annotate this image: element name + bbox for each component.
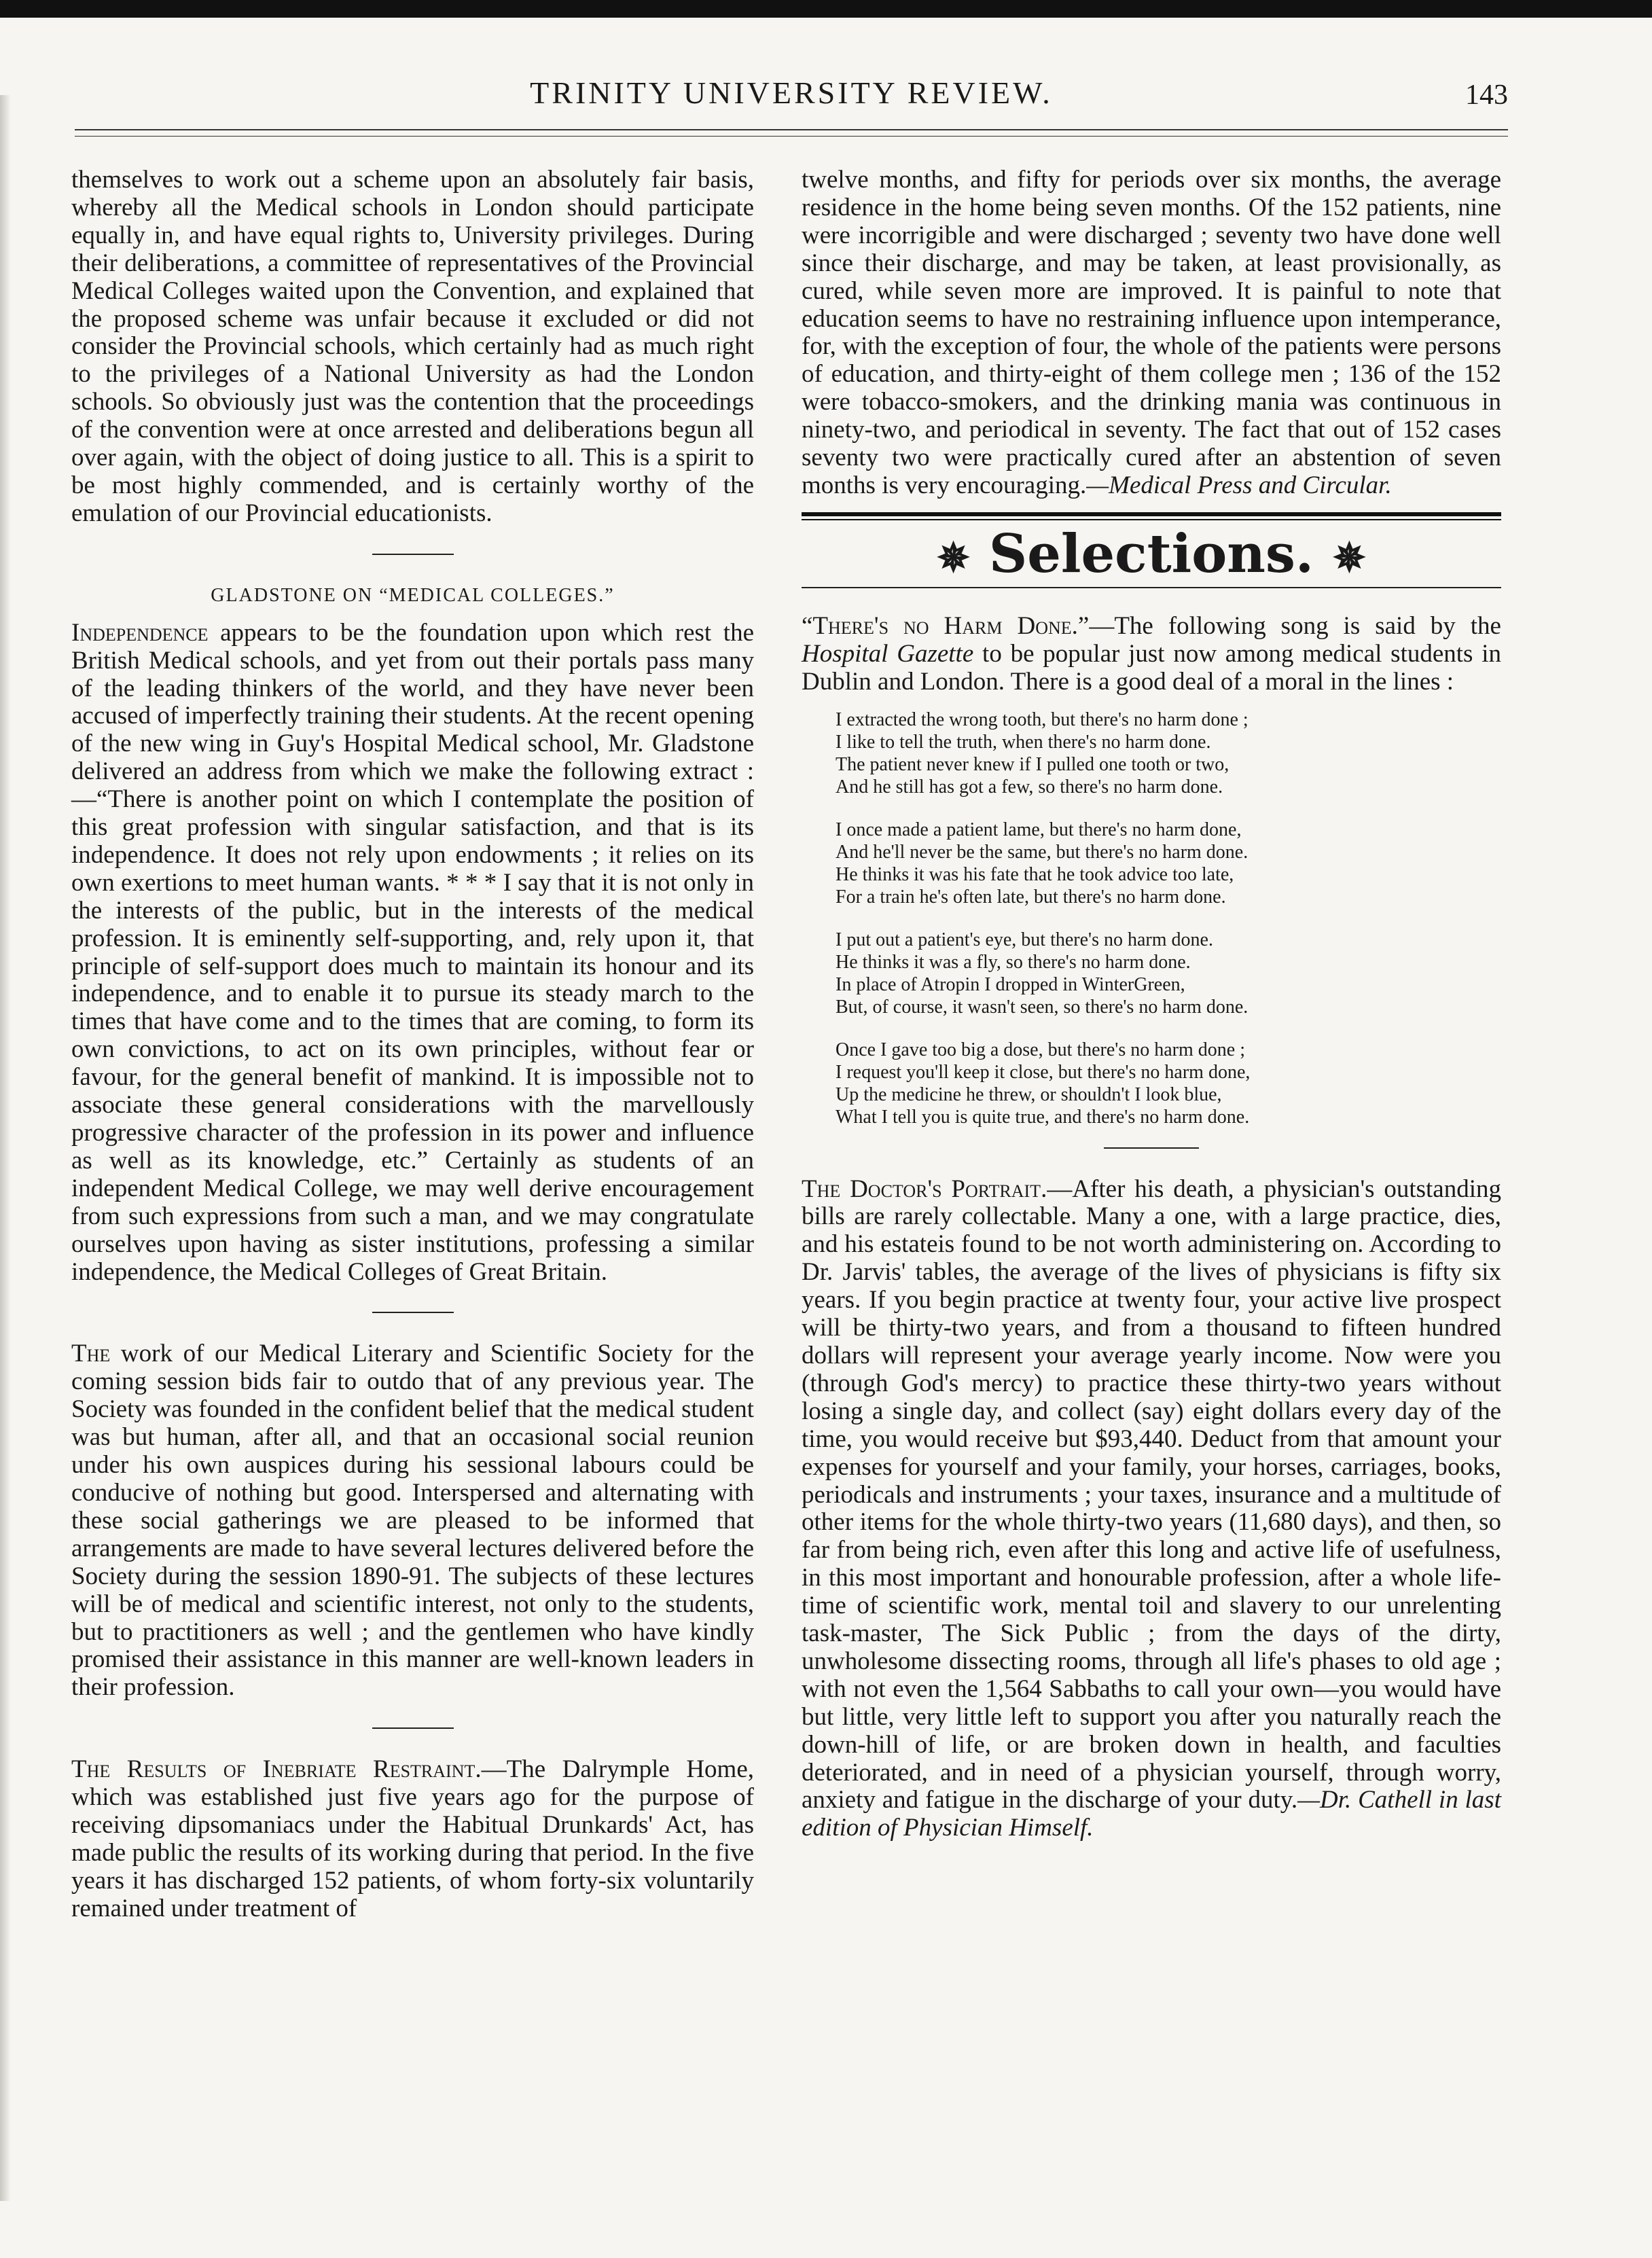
stanza <box>836 929 1501 1018</box>
selections-underline <box>802 587 1501 588</box>
verse-line: I once made a patient lame, but there's no harm done, <box>836 819 1242 840</box>
portrait-lead: The Doctor's Portrait. <box>802 1175 1047 1203</box>
ornament-star-icon: ✵ <box>937 534 970 581</box>
verse-line: The patient never knew if I pulled one tooth or two, <box>836 753 1229 775</box>
song-verse <box>836 709 1501 1128</box>
portrait-source: —Dr. Cathell in last edition of Physician Himself. <box>802 1786 1501 1842</box>
stanza <box>836 709 1501 798</box>
section-divider <box>1104 1147 1199 1149</box>
results-lead: The Results of Inebriate Restraint. <box>71 1755 482 1784</box>
society-body: work of our Medical Literary and Scientific Society for the coming session bids fair to outdo that of any previous year. The Society was founded in the confident belief that the medical student was but human, after all, and that an occasional social reunion under his own auspices during his sessional labours could be conducive of nothing but good. Interspersed and alternating with these social gatherings we are pleased to be informed that arrangements are made to have several lectures delivered before the Society during the session 1890-91. The subjects of these lectures will be of medical and scientific interest, not only to the students, but to practitioners as well ; and the gentlemen who have kindly promised their assistance in this manner are well-known leaders in their profession. <box>71 1340 754 1702</box>
selections-title: Selections. <box>988 522 1314 585</box>
harm-intro-paper: Hospital Gazette <box>802 639 974 668</box>
results-paragraph <box>71 1756 754 1922</box>
harm-intro-text-2: to be popular just now among medical students in Dublin and London. There is a good deal of a moral in the lines : <box>802 639 1501 696</box>
verse-line: And he still has got a few, so there's no harm done. <box>836 776 1223 798</box>
header-rule <box>75 129 1508 130</box>
section-divider <box>372 1727 454 1729</box>
verse-line: But, of course, it wasn't seen, so there's no harm done. <box>836 996 1249 1018</box>
continuation-body: twelve months, and fifty for periods over six months, the average residence in the home being seven months. Of the 152 patients, nine were incorrigible and were discharged ; seventy two have done well since their discharge, and may be taken, at least provisionally, as cured, while seven more are improved. It is painful to note that education seems to have no restraining influence upon intemperance, for, with the exception of four, the whole of the patients were persons of education, and thirty-eight of them college men ; 136 of the 152 were tobacco-smokers, and the drinking mania was continuous in ninety-two, and periodical in seventy. The fact that out of 152 cases seventy two were practically cured after an abstention of seven months is very encouraging. <box>802 166 1501 499</box>
portrait-paragraph <box>802 1176 1501 1843</box>
page-number: 143 <box>1465 79 1508 111</box>
ornament-star-icon: ✵ <box>1333 534 1366 581</box>
section-divider <box>372 1312 454 1313</box>
verse-line: I put out a patient's eye, but there's no harm done. <box>836 929 1213 950</box>
continuation-source: —Medical Press and Circular. <box>1086 471 1392 499</box>
right-column <box>802 166 1501 1842</box>
binding-edge <box>0 95 11 2201</box>
results-body: —The Dalrymple Home, which was established just five years ago for the purpose of receiving dipsomaniacs under the Habitual Drunkards' Act, has made public the results of its working during that period. In the five years it has discharged 152 patients, of whom forty-six voluntarily remained under treatment of <box>71 1755 755 1922</box>
gladstone-heading: GLADSTONE ON “MEDICAL COLLEGES.” <box>211 584 615 606</box>
selections-rule <box>802 512 1501 520</box>
scan-top-edge <box>0 0 1652 18</box>
society-lead: The <box>71 1340 111 1368</box>
selections-heading <box>802 522 1501 585</box>
verse-line: And he'll never be the same, but there's no harm done. <box>836 841 1249 863</box>
gladstone-paragraph <box>71 620 754 1287</box>
verse-line: For a train he's often late, but there's no harm done. <box>836 886 1226 908</box>
gladstone-body: appears to be the foundation upon which rest the British Medical schools, and yet from out their portals pass many of the leading thinkers of the world, and they have never been accused of imperfectly training their students. At the recent opening of the new wing in Guy's Hospital Medical school, Mr. Gladstone delivered an address from which we make the following extract :—“There is another point on which I contemplate the position of this great profession with singular satisfaction, and that is its independence. It does not rely upon endowments ; it relies on its own exertions to meet human wants. * * * I say that it is not only in the interests of the public, but in the interests of the medical profession. It is eminently self-supporting, and, rely upon it, that principle of self-support does much to maintain its honour and its independence, and to enable it to pursue its steady march to the times that have come and to the times that are coming, to form its own convictions, to act on its own principles, without fear or favour, for the general benefit of mankind. It is impossible not to associate these general considerations with the marvellously progressive character of the profession in its power and influence as well as its knowledge, etc.” Certainly as students of an independent Medical College, we may well derive encouragement from such expressions from such a man, and we may congratulate ourselves upon having as sister institutions, professing a similar independence, the Medical Colleges of Great Britain. <box>71 618 754 1286</box>
verse-line: He thinks it was a fly, so there's no harm done. <box>836 951 1191 973</box>
verse-line: He thinks it was his fate that he took advice too late, <box>836 863 1234 885</box>
verse-line: What I tell you is quite true, and there's no harm done. <box>836 1106 1250 1128</box>
page-header <box>75 75 1508 122</box>
society-paragraph <box>71 1340 754 1702</box>
harm-intro <box>802 613 1501 696</box>
harm-intro-text-1: —The following song is said by the <box>1089 611 1501 640</box>
header-rule-thin <box>75 136 1508 137</box>
stanza <box>836 819 1501 908</box>
journal-title: TRINITY UNIVERSITY REVIEW. <box>530 75 1053 110</box>
verse-line: I request you'll keep it close, but there's no harm done, <box>836 1061 1251 1083</box>
results-continuation <box>802 166 1501 500</box>
verse-line: I extracted the wrong tooth, but there's no harm done ; <box>836 709 1249 730</box>
verse-line: I like to tell the truth, when there's no harm done. <box>836 731 1211 753</box>
gladstone-lead: Independence <box>71 618 209 647</box>
harm-lead: “There's no Harm Done.” <box>802 611 1090 640</box>
verse-line: Once I gave too big a dose, but there's no harm done ; <box>836 1039 1245 1060</box>
left-column <box>71 166 754 1923</box>
convention-paragraph: themselves to work out a scheme upon an absolutely fair basis, whereby all the Medical schools in London should participate equally in, and have equal rights to, University privileges. During their deliberations, a committee of representatives of the Provincial Medical Colleges waited upon the Convention, and explained that the proposed scheme was unfair because it excluded or did not consider the Provincial schools, which certainly had as much right to the privileges of a National University as had the London schools. So obviously just was the contention that the proceedings of the convention were at once arrested and deliberations begun all over again, with the object of doing justice to all. This is a spirit to be most highly commended, and is certainly worthy of the emulation of our Provincial educationists. <box>71 166 754 527</box>
verse-line: In place of Atropin I dropped in WinterGreen, <box>836 973 1185 995</box>
section-divider <box>372 554 454 555</box>
stanza <box>836 1039 1501 1128</box>
verse-line: Up the medicine he threw, or shouldn't I look blue, <box>836 1083 1222 1105</box>
portrait-body: —After his death, a physician's outstanding bills are rarely collectable. Many a one, with a large practice, dies, and his estateis found to be not worth administering on. According to Dr. Jarvis' tables, the average of the lives of physicians is fifty six years. If you begin practice at twenty four, your active live prospect will be thirty-two years, and from a thousand to fifteen hundred dollars will represent your average yearly income. Now were you (through God's mercy) to practice these thirty-two years without losing a single day, and collect (say) eight dollars every day of the time, you would receive but $93,440. Deduct from that amount your expenses for yourself and your family, your horses, carriages, books, periodicals and instruments ; your taxes, insurance and a multitude of other items for the whole thirty-two years (11,680 days), and then, so far from being rich, even after this long and active life of usefulness, in this most important and honourable profession, after a whole life-time of scientific work, mental toil and slavery to our unrelenting task-master, The Sick Public ; from the days of the dirty, unwholesome dissecting rooms, through all life's phases to old age ; with not even the 1,564 Sabbaths to call your own—you would have but little, very little left to support you after you naturally reach the down-hill of life, or are broken down in health, and faculties deteriorated, and in need of a physician yourself, through worry, anxiety and fatigue in the discharge of your duty. <box>802 1175 1501 1814</box>
